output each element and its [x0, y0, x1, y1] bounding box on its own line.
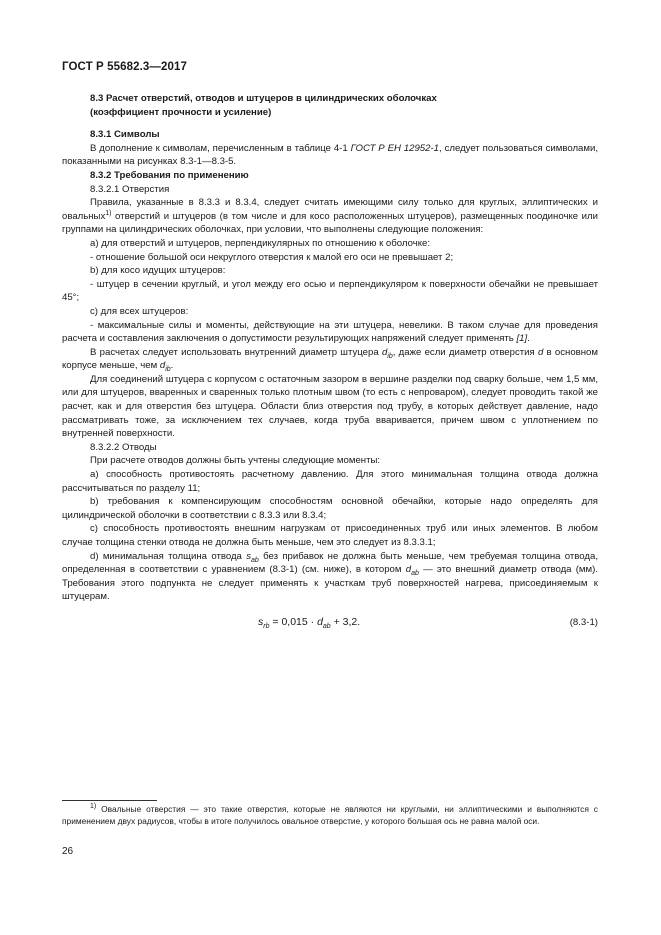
footnote-marker: 1) [105, 209, 112, 217]
list-item-b1: - штуцер в сечении круглый, и угол между его осью и перпендикуляром к поверхности обечайки не превышает 45°; [62, 278, 598, 304]
paragraph-branches-intro: При расчете отводов должны быть учтены следующие моменты: [90, 455, 381, 467]
list-item-c: с) для всех штуцеров: [90, 305, 189, 317]
branch-item-a: а) способность противостоять расчетному давлению. Для этого минимальная толщина отвода должна рассчитываться по разделу 11; [62, 469, 598, 494]
document-code-header: ГОСТ Р 55682.3—2017 [62, 61, 187, 73]
equation-8-3-1 [62, 614, 598, 640]
section-title-line2: (коэффициент прочности и усиление) [90, 106, 272, 118]
list-item-b: b) для косо идущих штуцеров: [90, 265, 226, 277]
equation-expression: $s_{rb} = 0,015 \cdot d_{ab} + 3,2$. [258, 615, 361, 631]
bibliography-reference: [1] [516, 333, 528, 345]
heading-8-3-2-2: 8.3.2.2 Отводы [90, 441, 157, 453]
heading-8-3-2: 8.3.2 Требования по применению [90, 169, 249, 181]
branch-item-d: d) минимальная толщина отвода $s_{ab}$ без прибавок не должна быть меньше, чем требуемая толщина отвода, определенная в соответствии с уравнением (8.3-1) (см. ниже), в котором $d_{ab}$ — это внешний диаметр отвода (мм). Требования этого подпункта не следует применять к участкам труб поверхностей нагрева, присоединяемым к штуцерам. [62, 550, 598, 603]
paragraph-rules: Правила, указанные в 8.3.3 и 8.3.4, следует считать имеющими силу только для круглых, эллиптических и овальных$^{1)}$ отверстий и штуцеров (в том числе и для косо расположенных штуцеров), размещенных поодиночке или группами на цилиндрических оболочках, при условии, что выполнены следующие положения: [62, 197, 598, 236]
branch-item-c: с) способность противостоять внешним нагрузкам от присоединенных труб или иных элементов. В любом случае толщина стенки отвода не должна быть меньше, чем это следует из 8.3.3.1; [62, 523, 598, 548]
paragraph-weld-gap: Для соединений штуцера с корпусом с остаточным зазором в вершине разделки под сварку больше, чем 1,5 мм, или для штуцеров, вваренных и сваренных только плотным швом (то есть с непроваром), следует проводить такой же расчет, как и для отверстия без штуцера. Области близ отверстия под трубу, в которых действует давление, надо рассматривать тоже, за исключением тех случаев, когда труба вваривается, причем швом с уплотнением по внутренней поверхности. [62, 373, 598, 440]
heading-8-3-1: 8.3.1 Символы [90, 129, 160, 141]
heading-8-3-2-1: 8.3.2.1 Отверстия [90, 183, 170, 195]
list-item-a1: - отношение большой оси некруглого отверстия к малой его оси не превышает 2; [90, 251, 454, 263]
equation-number: (8.3-1) [569, 616, 598, 628]
page-number: 26 [62, 846, 74, 857]
list-item-a: а) для отверстий и штуцеров, перпендикулярных по отношению к оболочке: [90, 237, 431, 249]
branch-item-b: b) требования к компенсирующим способностям основной обечайки, которые надо определять для цилиндрической оболочки в соответствии с 8.3.3 или 8.3.4; [62, 496, 598, 521]
footnote-separator [62, 800, 157, 801]
paragraph-inner-diameter: В расчетах следует использовать внутренний диаметр штуцера $d_{ib}$, даже если диаметр отверстия d в основном корпусе меньше, чем $d_{ib}$. [62, 346, 598, 374]
page-content [62, 92, 598, 640]
paragraph-symbols: В дополнение к символам, перечисленным в таблице 4-1 ГОСТ Р ЕН 12952-1, следует пользоваться символами, показанными на рисунках 8.3-1—8.3-5. [62, 142, 599, 168]
list-item-c1: - максимальные силы и моменты, действующие на эти штуцера, невелики. В таком случае для проведения расчета и составления заключения о допустимости результирующих напряжений следует применять [1]. [62, 319, 598, 345]
section-title-line1: 8.3 Расчет отверстий, отводов и штуцеров в цилиндрических оболочках [90, 93, 437, 104]
footnote-text: Овальные отверстия — это такие отверстия, которые не являются ни круглыми, ни эллиптическими и выполняются с применением двух радиусов, чтобы в итоге получилось овальное отверстие, у которого большая ось не равна малой оси. [62, 804, 598, 826]
footnote [62, 804, 598, 827]
footnote-mark: 1) [90, 803, 97, 811]
standard-reference: ГОСТ Р ЕН 12952-1 [350, 142, 440, 154]
